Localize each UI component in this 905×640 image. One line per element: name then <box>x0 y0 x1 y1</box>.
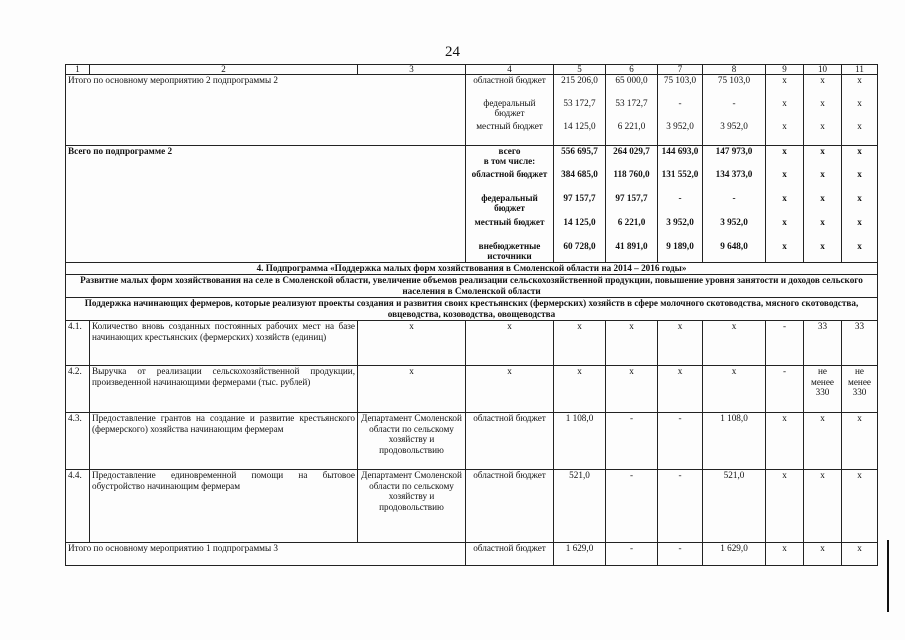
item-value-8: 1 108,0 <box>703 413 766 470</box>
value: х <box>857 193 862 203</box>
item-executor: Департамент Смоленской области по сельскому хозяйству и продовольствию <box>358 413 466 470</box>
item-value-11: не менее 330 <box>842 366 878 413</box>
col-header: 8 <box>703 65 766 75</box>
item-value-7: х <box>658 321 703 366</box>
col-header: 10 <box>804 65 842 75</box>
item-number: 4.4. <box>66 470 90 543</box>
item-name: Предоставление единовременной помощи на бытовое обустройство начинающим фермерам <box>90 470 358 543</box>
value: х <box>820 121 825 131</box>
value: 131 552,0 <box>661 169 699 179</box>
value: 6 221,0 <box>617 121 646 131</box>
value: 14 125,0 <box>563 217 596 227</box>
source-line: в том числе: <box>483 156 536 166</box>
value-cell-11 <box>842 75 878 146</box>
table-row <box>66 413 878 470</box>
source-line: областной бюджет <box>471 169 548 179</box>
item-executor: Департамент Смоленской области по сельскому хозяйству и продовольствию <box>358 470 466 543</box>
value: 14 125,0 <box>563 121 596 131</box>
item-value-7: - <box>658 543 703 566</box>
value: х <box>782 217 787 227</box>
subprogram-task: Поддержка начинающих фермеров, которые реализуют проекты создания и развития своих крестьянских (фермерских) хозяйств в сфере молочного скотоводства, мясного скотоводства, овцеводства, козоводства, овощеводства <box>66 298 878 321</box>
value: 53 172,7 <box>563 98 596 108</box>
value-cell-5 <box>554 146 606 263</box>
item-value-5: х <box>554 321 606 366</box>
item-name: Количество вновь созданных постоянных рабочих мест на базе начинающих крестьянских (фермерских) хозяйств (единиц) <box>90 321 358 366</box>
value: х <box>820 146 825 156</box>
value: 118 760,0 <box>613 169 650 179</box>
subtotal-measure1-label: Итого по основному мероприятию 1 подпрограммы 3 <box>66 543 466 566</box>
task-row <box>66 298 878 321</box>
item-value-11: х <box>842 543 878 566</box>
value: х <box>782 98 787 108</box>
item-value-6: х <box>606 321 658 366</box>
value-cell-11 <box>842 146 878 263</box>
page-number: 24 <box>445 44 460 60</box>
source-cell <box>466 146 554 263</box>
value: - <box>678 193 682 203</box>
value-cell-10 <box>804 75 842 146</box>
value: х <box>857 146 862 156</box>
total-subprogram2-label: Всего по подпрограмме 2 <box>66 146 466 263</box>
column-numbers-row <box>66 65 878 75</box>
item-value-10: 33 <box>804 321 842 366</box>
col-header: 6 <box>606 65 658 75</box>
source-line: местный бюджет <box>476 121 543 131</box>
value: 556 695,7 <box>561 146 598 156</box>
value: х <box>782 169 787 179</box>
value: 60 728,0 <box>563 241 596 251</box>
value: х <box>782 121 787 131</box>
source-line: местный бюджет <box>474 217 545 227</box>
value: х <box>857 121 862 131</box>
item-executor: х <box>358 366 466 413</box>
subprogram-goal: Развитие малых форм хозяйствования на селе в Смоленской области, увеличение объемов реализации сельскохозяйственной продукции, повышение уровня занятости и доходов сельского населения в Смоленской области <box>66 275 878 298</box>
value: х <box>857 75 862 85</box>
value: х <box>782 146 787 156</box>
value: х <box>857 169 862 179</box>
value-cell-6 <box>606 75 658 146</box>
item-name: Выручка от реализации сельскохозяйственной продукции, произведенной начинающими фермерами (тыс. рублей) <box>90 366 358 413</box>
item-name: Предоставление грантов на создание и развитие крестьянского (фермерского) хозяйства начинающим фермерам <box>90 413 358 470</box>
section4-title: 4. Подпрограмма «Поддержка малых форм хозяйствования в Смоленской области на 2014 – 2016 годы» <box>66 263 878 275</box>
value-cell-7 <box>658 75 703 146</box>
value: 3 952,0 <box>720 121 748 131</box>
item-value-9: - <box>766 366 804 413</box>
value: 97 157,7 <box>615 193 648 203</box>
value: 75 103,0 <box>717 75 751 85</box>
item-value-10: не менее 330 <box>804 366 842 413</box>
item-source: областной бюджет <box>466 543 554 566</box>
item-value-8: х <box>703 366 766 413</box>
col-header: 9 <box>766 65 804 75</box>
value: 3 952,0 <box>666 121 694 131</box>
item-value-9: - <box>766 321 804 366</box>
item-value-6: - <box>606 470 658 543</box>
value: 9 189,0 <box>666 241 694 251</box>
table-row <box>66 321 878 366</box>
col-header: 3 <box>358 65 466 75</box>
value: 3 952,0 <box>720 217 748 227</box>
item-value-8: 521,0 <box>703 470 766 543</box>
item-value-6: х <box>606 366 658 413</box>
item-number: 4.3. <box>66 413 90 470</box>
value-cell-9 <box>766 146 804 263</box>
col-header: 5 <box>554 65 606 75</box>
value: х <box>857 217 862 227</box>
value: 384 685,0 <box>561 169 598 179</box>
value: 97 157,7 <box>563 193 596 203</box>
item-value-11: 33 <box>842 321 878 366</box>
total-subprogram2-row <box>66 146 878 263</box>
value-cell-9 <box>766 75 804 146</box>
value: 9 648,0 <box>720 241 748 251</box>
source-line: областной бюджет <box>473 75 546 85</box>
value-cell-8 <box>703 75 766 146</box>
item-value-5: 1 108,0 <box>554 413 606 470</box>
value: х <box>857 98 862 108</box>
value: 3 952,0 <box>666 217 694 227</box>
table-row <box>66 366 878 413</box>
value: х <box>782 241 787 251</box>
value: х <box>820 241 825 251</box>
value: 147 973,0 <box>715 146 753 156</box>
scan-edge-mark <box>887 540 889 612</box>
budget-table <box>65 64 878 566</box>
value: х <box>820 98 825 108</box>
value: 6 221,0 <box>617 217 646 227</box>
item-value-5: 1 629,0 <box>554 543 606 566</box>
item-source: х <box>466 366 554 413</box>
item-value-5: 521,0 <box>554 470 606 543</box>
source-line: федеральный бюджет <box>483 98 536 118</box>
col-header: 2 <box>90 65 358 75</box>
value: - <box>732 193 736 203</box>
value: 215 206,0 <box>561 75 598 85</box>
value-cell-6 <box>606 146 658 263</box>
subtotal-measure1-row <box>66 543 878 566</box>
item-value-10: х <box>804 470 842 543</box>
item-value-7: - <box>658 470 703 543</box>
item-value-6: - <box>606 543 658 566</box>
value: - <box>732 98 736 108</box>
source-line: внебюджетные источники <box>478 241 541 261</box>
item-value-6: - <box>606 413 658 470</box>
item-value-5: х <box>554 366 606 413</box>
item-value-10: х <box>804 543 842 566</box>
value: - <box>678 98 682 108</box>
item-value-9: х <box>766 543 804 566</box>
item-value-9: х <box>766 470 804 543</box>
value: 41 891,0 <box>615 241 648 251</box>
item-value-8: 1 629,0 <box>703 543 766 566</box>
subtotal-measure2-label: Итого по основному мероприятию 2 подпрограммы 2 <box>66 75 466 146</box>
item-number: 4.2. <box>66 366 90 413</box>
table-row <box>66 470 878 543</box>
value: х <box>820 193 825 203</box>
value: х <box>782 193 787 203</box>
item-value-7: х <box>658 366 703 413</box>
item-value-10: х <box>804 413 842 470</box>
section-row <box>66 263 878 275</box>
col-header: 4 <box>466 65 554 75</box>
item-source: областной бюджет <box>466 470 554 543</box>
subtotal-measure2-row <box>66 75 878 146</box>
item-value-11: х <box>842 470 878 543</box>
value-cell-10 <box>804 146 842 263</box>
item-value-11: х <box>842 413 878 470</box>
item-source: х <box>466 321 554 366</box>
value-cell-5 <box>554 75 606 146</box>
item-number: 4.1. <box>66 321 90 366</box>
value: х <box>820 75 825 85</box>
goal-row <box>66 275 878 298</box>
value: х <box>820 169 825 179</box>
item-source: областной бюджет <box>466 413 554 470</box>
value: х <box>857 241 862 251</box>
col-header: 1 <box>66 65 90 75</box>
source-line: всего <box>498 146 521 156</box>
value: х <box>782 75 787 85</box>
item-value-8: х <box>703 321 766 366</box>
value-cell-7 <box>658 146 703 263</box>
value: 144 693,0 <box>661 146 699 156</box>
value: 65 000,0 <box>615 75 648 85</box>
item-value-9: х <box>766 413 804 470</box>
col-header: 11 <box>842 65 878 75</box>
source-cell <box>466 75 554 146</box>
item-value-7: - <box>658 413 703 470</box>
value: х <box>820 217 825 227</box>
value: 75 103,0 <box>663 75 697 85</box>
source-line: федеральный бюджет <box>481 193 538 213</box>
item-executor: х <box>358 321 466 366</box>
value: 134 373,0 <box>715 169 753 179</box>
col-header: 7 <box>658 65 703 75</box>
value: 264 029,7 <box>613 146 650 156</box>
value: 53 172,7 <box>615 98 648 108</box>
value-cell-8 <box>703 146 766 263</box>
